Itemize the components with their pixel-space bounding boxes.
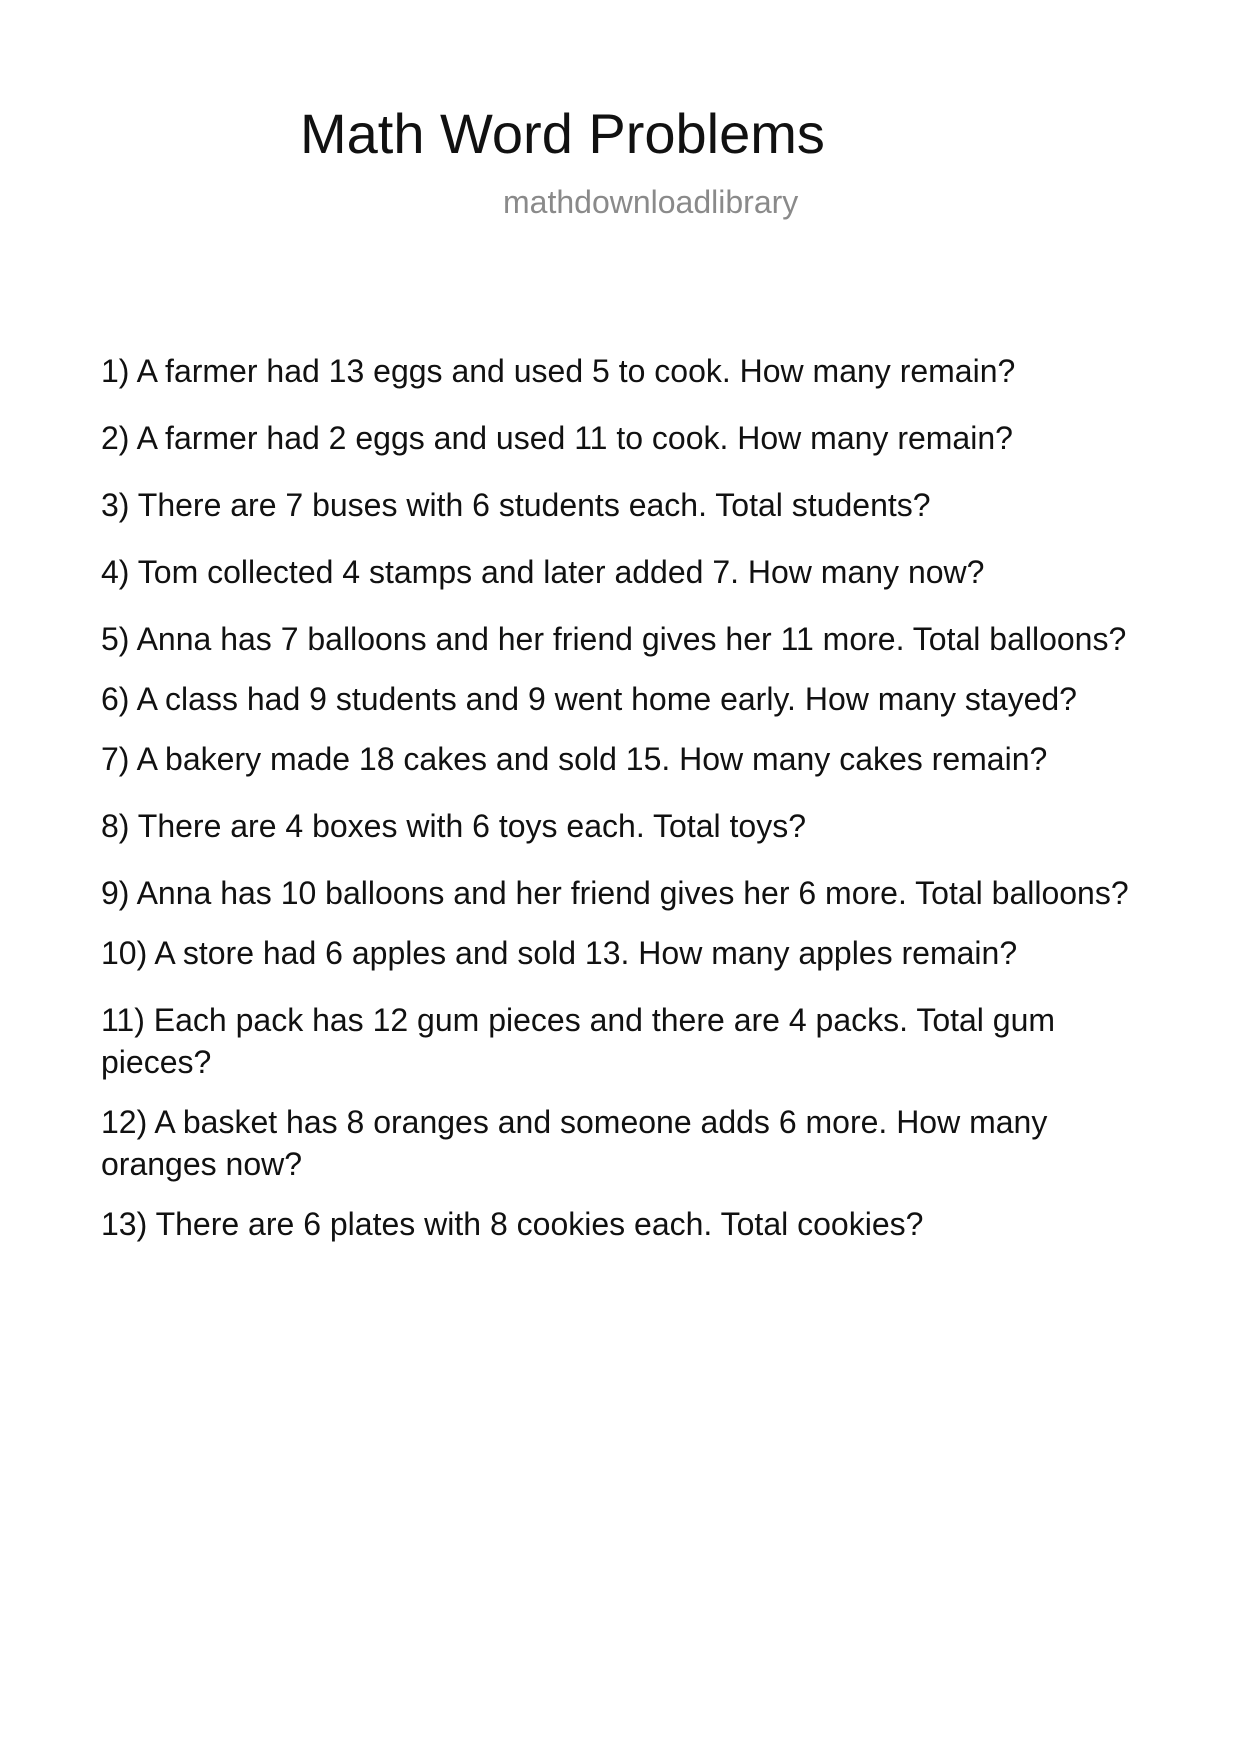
page-title: Math Word Problems bbox=[300, 102, 825, 165]
problem-item: 4) Tom collected 4 stamps and later added 7. How many now? bbox=[101, 554, 985, 590]
problem-item: 11) Each pack has 12 gum pieces and there are 4 packs. Total gum pieces? bbox=[101, 1002, 1056, 1080]
problem-item: 9) Anna has 10 balloons and her friend gives her 6 more. Total balloons? bbox=[101, 875, 1129, 911]
problem-item: 7) A bakery made 18 cakes and sold 15. How many cakes remain? bbox=[101, 741, 1048, 777]
problem-item: 12) A basket has 8 oranges and someone adds 6 more. How many oranges now? bbox=[101, 1104, 1048, 1182]
problem-item: 6) A class had 9 students and 9 went home early. How many stayed? bbox=[101, 681, 1077, 717]
problem-item: 8) There are 4 boxes with 6 toys each. Total toys? bbox=[101, 808, 806, 844]
problem-item: 5) Anna has 7 balloons and her friend gives her 11 more. Total balloons? bbox=[101, 621, 1127, 657]
problem-item: 10) A store had 6 apples and sold 13. How many apples remain? bbox=[101, 935, 1018, 971]
problem-item: 1) A farmer had 13 eggs and used 5 to cook. How many remain? bbox=[101, 353, 1016, 389]
problem-item: 2) A farmer had 2 eggs and used 11 to cook. How many remain? bbox=[101, 420, 1013, 456]
problem-item: 3) There are 7 buses with 6 students each. Total students? bbox=[101, 487, 931, 523]
problem-item: 13) There are 6 plates with 8 cookies each. Total cookies? bbox=[101, 1206, 924, 1242]
problem-list bbox=[101, 350, 1156, 1270]
page-subtitle: mathdownloadlibrary bbox=[503, 184, 799, 220]
